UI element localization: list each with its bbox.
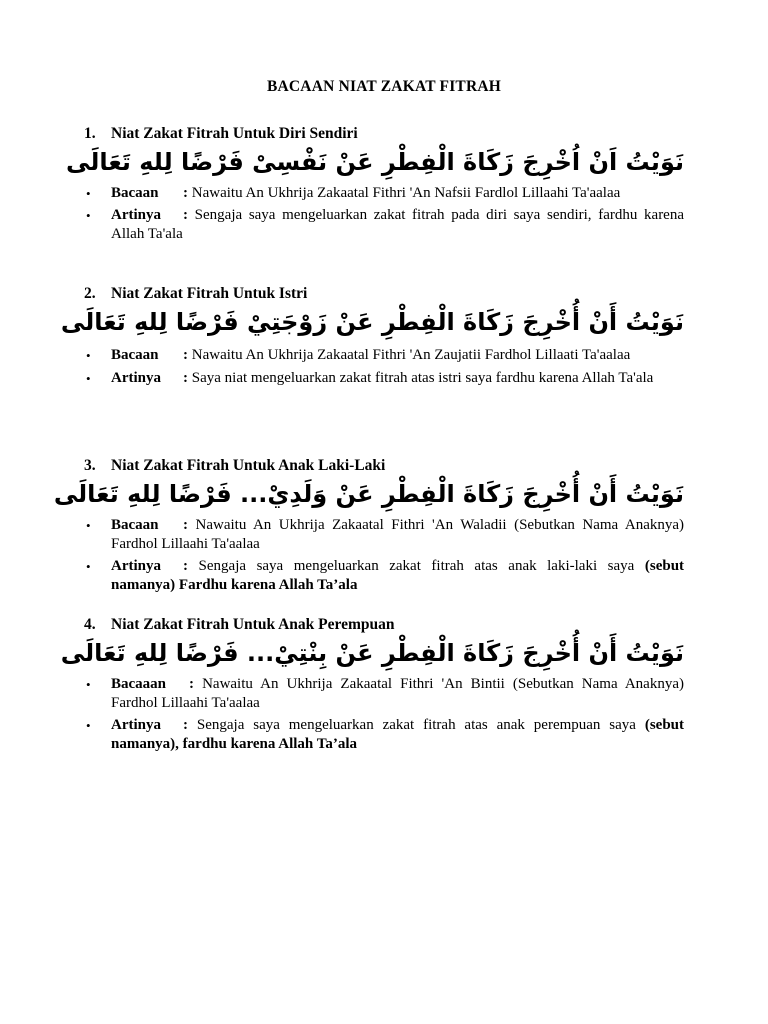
artinya-text: Sengaja saya mengeluarkan zakat fitrah pada diri saya sendiri, fardhu karena Allah Ta'ala bbox=[111, 207, 685, 242]
section-title: Niat Zakat Fitrah Untuk Anak Perempuan bbox=[111, 616, 395, 633]
artinya-bold-tail: (sebut namanya) Fardhu karena Allah Ta’ala bbox=[111, 558, 685, 593]
arabic-niat: نَوَيْتُ أَنْ أُخْرِجَ زَكَاةَ الْفِطْرِ عَنْ بِنْتِيْ... فَرْضًا لِلهِ تَعَالَى bbox=[60, 639, 684, 667]
section-number: 1. bbox=[84, 125, 96, 142]
separator: : bbox=[183, 558, 188, 574]
artinya-text: Sengaja saya mengeluarkan zakat fitrah atas anak perempuan saya bbox=[196, 717, 636, 733]
separator: : bbox=[183, 370, 188, 386]
section-1 bbox=[66, 124, 685, 244]
list-item-bacaan bbox=[84, 516, 684, 554]
bullet: • bbox=[86, 518, 91, 533]
section-heading bbox=[84, 615, 684, 635]
separator: : bbox=[183, 207, 188, 223]
section-title: Niat Zakat Fitrah Untuk Anak Laki-Laki bbox=[111, 457, 386, 474]
arabic-niat: نَوَيْتُ أَنْ أُخْرِجَ زَكَاةَ الْفِطْرِ عَنْ وَلَدِيْ... فَرْضًا لِلهِ تَعَالَى bbox=[53, 480, 684, 508]
section-number: 4. bbox=[84, 616, 96, 633]
separator: : bbox=[183, 185, 188, 201]
list-item-artinya bbox=[84, 716, 684, 754]
separator: : bbox=[183, 717, 188, 733]
arabic-niat: نَوَيْتُ اَنْ اُخْرِجَ زَكَاةَ الْفِطْرِ عَنْ نَفْسِىْ فَرْضًا لِلهِ تَعَالَى bbox=[66, 148, 684, 176]
separator: : bbox=[183, 517, 188, 533]
artinya-text: Sengaja saya mengeluarkan zakat fitrah atas anak laki-laki saya bbox=[198, 558, 635, 574]
list-item-artinya bbox=[84, 206, 684, 244]
item-list bbox=[84, 516, 684, 595]
list-item-artinya bbox=[84, 367, 684, 390]
section-number: 3. bbox=[84, 457, 96, 474]
artinya-label: Artinya bbox=[111, 207, 161, 223]
bullet: • bbox=[86, 718, 91, 733]
bullet: • bbox=[86, 371, 91, 386]
page-title: BACAAN NIAT ZAKAT FITRAH bbox=[266, 78, 502, 95]
list-item-artinya bbox=[84, 557, 684, 595]
bacaan-label: Bacaan bbox=[111, 185, 159, 201]
section-2 bbox=[60, 284, 684, 390]
list-item-bacaan bbox=[84, 675, 684, 713]
artinya-bold-tail: (sebut namanya), fardhu karena Allah Ta’ala bbox=[111, 717, 685, 752]
artinya-label: Artinya bbox=[111, 558, 161, 574]
bullet: • bbox=[86, 186, 91, 201]
bacaan-text: Nawaitu An Ukhrija Zakaatal Fithri 'An Bintii (Sebutkan Nama Anaknya) Fardhol Lillaahi Ta'aalaa bbox=[111, 676, 684, 711]
list-item-bacaan bbox=[84, 184, 684, 203]
section-title: Niat Zakat Fitrah Untuk Istri bbox=[111, 285, 308, 302]
artinya-label: Artinya bbox=[111, 370, 161, 386]
section-heading bbox=[84, 456, 684, 476]
item-list bbox=[84, 344, 684, 390]
section-title: Niat Zakat Fitrah Untuk Diri Sendiri bbox=[111, 125, 358, 142]
list-item-bacaan bbox=[84, 344, 684, 367]
section-heading bbox=[84, 124, 684, 144]
bacaan-label: Bacaan bbox=[111, 347, 159, 363]
bacaan-label: Bacaan bbox=[111, 517, 159, 533]
item-list bbox=[84, 184, 684, 244]
bacaan-text: Nawaitu An Ukhrija Zakaatal Fithri 'An Zaujatii Fardhol Lillaati Ta'aalaa bbox=[191, 347, 631, 363]
section-4 bbox=[60, 615, 685, 754]
artinya-label: Artinya bbox=[111, 717, 161, 733]
bacaan-label: Bacaaan bbox=[111, 676, 167, 692]
section-heading bbox=[84, 284, 684, 304]
artinya-text: Saya niat mengeluarkan zakat fitrah atas istri saya fardhu karena Allah Ta'ala bbox=[191, 370, 654, 386]
bacaan-text: Nawaitu An Ukhrija Zakaatal Fithri 'An Waladii (Sebutkan Nama Anaknya) Fardhol Lillaahi Ta'aalaa bbox=[111, 517, 685, 552]
bullet: • bbox=[86, 559, 91, 574]
item-list bbox=[84, 675, 684, 754]
section-3 bbox=[53, 456, 685, 595]
bullet: • bbox=[86, 348, 91, 363]
separator: : bbox=[183, 347, 188, 363]
bullet: • bbox=[86, 208, 91, 223]
section-number: 2. bbox=[84, 285, 96, 302]
bacaan-text: Nawaitu An Ukhrija Zakaatal Fithri 'An Nafsii Fardlol Lillaahi Ta'aalaa bbox=[191, 185, 621, 201]
separator: : bbox=[189, 676, 194, 692]
arabic-niat: نَوَيْتُ أَنْ أُخْرِجَ زَكَاةَ الْفِطْرِ عَنْ زَوْجَتِيْ فَرْضًا لِلهِ تَعَالَى bbox=[60, 308, 684, 336]
bullet: • bbox=[86, 677, 91, 692]
